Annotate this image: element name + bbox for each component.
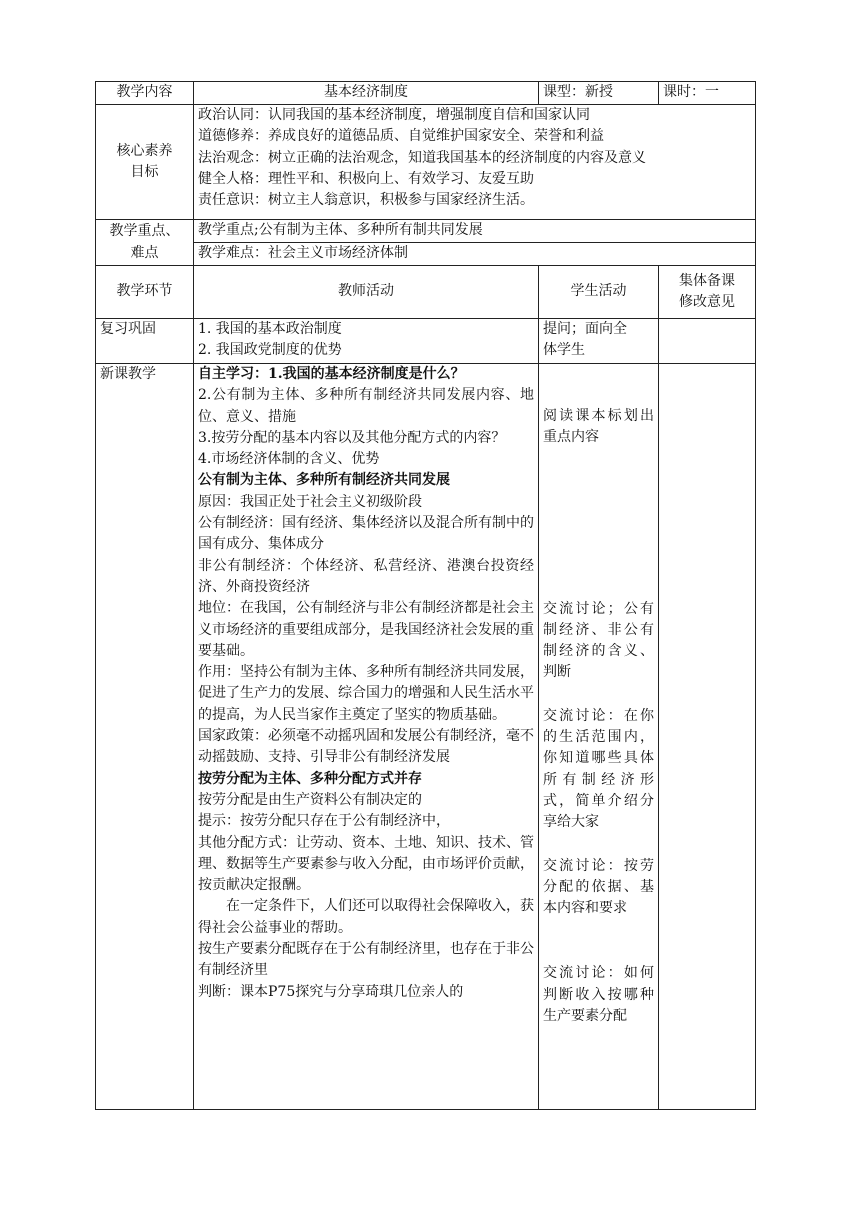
status-text: 地位：在我国，公有制经济与非公有制经济都是社会主义市场经济的重要组成部分，是我国经济社会发展的重要基础。 [198, 600, 534, 659]
new-lesson-student [539, 364, 659, 1110]
social-security-text: 在一定条件下，人们还可以取得社会保障收入，获得社会公益事业的帮助。 [198, 898, 534, 936]
review-teacher [194, 319, 539, 364]
student-discuss-examples: 交流讨论：在你的生活范围内，你知道哪些具体所有制经济形式，简单介绍分享给大家 [543, 707, 654, 831]
effect-text: 作用：坚持公有制为主体、多种所有制经济共同发展，促进了生产力的发展、综合国力的增强和人民生活水平的提高，为人民当家作主奠定了坚实的物质基础。 [198, 664, 534, 723]
goal-personality: 健全人格：理性平和、积极向上、有效学习、友爱互助 [198, 170, 534, 187]
column-header-row [96, 266, 756, 319]
review-item: 1. 我国的基本政治制度 [198, 321, 342, 337]
core-literacy-goals [194, 105, 756, 220]
review-student: 提问；面向全 体学生 [539, 319, 659, 364]
question-3: 3.按劳分配的基本内容以及其他分配方式的内容？ [198, 429, 506, 446]
col-stage: 教学环节 [96, 266, 194, 319]
lesson-type: 课型：新授 [539, 82, 659, 105]
new-lesson-teacher [194, 364, 539, 1110]
factor-distribution-text: 按生产要素分配既存在于公有制经济里，也存在于非公有制经济里 [198, 941, 534, 979]
nonpublic-economy-text: 非公有制经济：个体经济、私营经济、港澳台投资经济、外商投资经济 [198, 557, 534, 595]
goal-moral: 道德修养：养成良好的道德品质、自觉维护国家安全、荣誉和利益 [198, 128, 604, 145]
header-row [96, 82, 756, 105]
review-stage: 复习巩固 [96, 319, 194, 364]
self-study-heading: 自主学习：1.我国的基本经济制度是什么？ [198, 366, 465, 382]
difficulty-row [96, 243, 756, 266]
content-value: 基本经济制度 [194, 82, 539, 105]
question-4: 4.市场经济体制的含义、优势 [198, 451, 380, 468]
judge-text: 判断：课本P75探究与分享琦琪几位亲人的 [198, 983, 464, 1000]
reason-text: 原因：我国正处于社会主义初级阶段 [198, 493, 422, 510]
new-lesson-notes [659, 364, 756, 1110]
public-economy-text: 公有制经济：国有经济、集体经济以及混合所有制中的国有成分、集体成分 [198, 515, 534, 553]
other-methods-text: 其他分配方式：让劳动、资本、土地、知识、技术、管理、数据等生产要素参与收入分配，由市场评价贡献，按贡献决定报酬。 [198, 834, 534, 894]
hint-text: 提示：按劳分配只存在于公有制经济中， [198, 813, 450, 830]
student-discuss-labor: 交流讨论：按劳分配的依据、基本内容和要求 [543, 857, 654, 917]
key-points-label: 教学重点、 难点 [96, 220, 194, 266]
student-read: 阅读课本标划出重点内容 [543, 408, 654, 446]
section-heading-ownership: 公有制为主体、多种所有制经济共同发展 [198, 472, 450, 489]
teaching-focus: 教学重点;公有制为主体、多种所有制共同发展 [194, 220, 756, 243]
question-2: 2.公有制为主体、多种所有制经济共同发展内容、地位、意义、措施 [198, 387, 534, 425]
col-teacher: 教师活动 [194, 266, 539, 319]
goal-political: 政治认同：认同我国的基本经济制度，增强制度自信和国家认同 [198, 107, 590, 123]
key-points-row [96, 220, 756, 243]
review-row [96, 319, 756, 364]
new-lesson-row [96, 364, 756, 1110]
col-student: 学生活动 [539, 266, 659, 319]
section-heading-distribution: 按劳分配为主体、多种分配方式并存 [198, 770, 422, 787]
new-lesson-stage: 新课教学 [96, 364, 194, 1110]
review-item: 2. 我国政党制度的优势 [198, 342, 342, 359]
goal-law: 法治观念：树立正确的法治观念，知道我国基本的经济制度的内容及意义 [198, 149, 646, 166]
content-label: 教学内容 [96, 82, 194, 105]
teaching-difficulty: 教学难点：社会主义市场经济体制 [194, 243, 756, 266]
student-discuss-ownership: 交流讨论；公有制经济、非公有制经济的含义、判断 [543, 600, 654, 681]
review-notes [659, 319, 756, 364]
lesson-plan-table [95, 81, 756, 1110]
labor-basis-text: 按劳分配是由生产资料公有制决定的 [198, 791, 422, 808]
goal-responsibility: 责任意识：树立主人翁意识，积极参与国家经济生活。 [198, 192, 534, 209]
core-literacy-label: 核心素养 目标 [96, 105, 194, 220]
core-literacy-row [96, 105, 756, 220]
col-notes: 集体备课 修改意见 [659, 266, 756, 319]
student-discuss-factors: 交流讨论：如何判断收入按哪种生产要素分配 [543, 965, 654, 1025]
policy-text: 国家政策：必须毫不动摇巩固和发展公有制经济，毫不动摇鼓励、支持、引导非公有制经济发展 [198, 728, 534, 766]
lesson-hours: 课时：一 [659, 82, 756, 105]
